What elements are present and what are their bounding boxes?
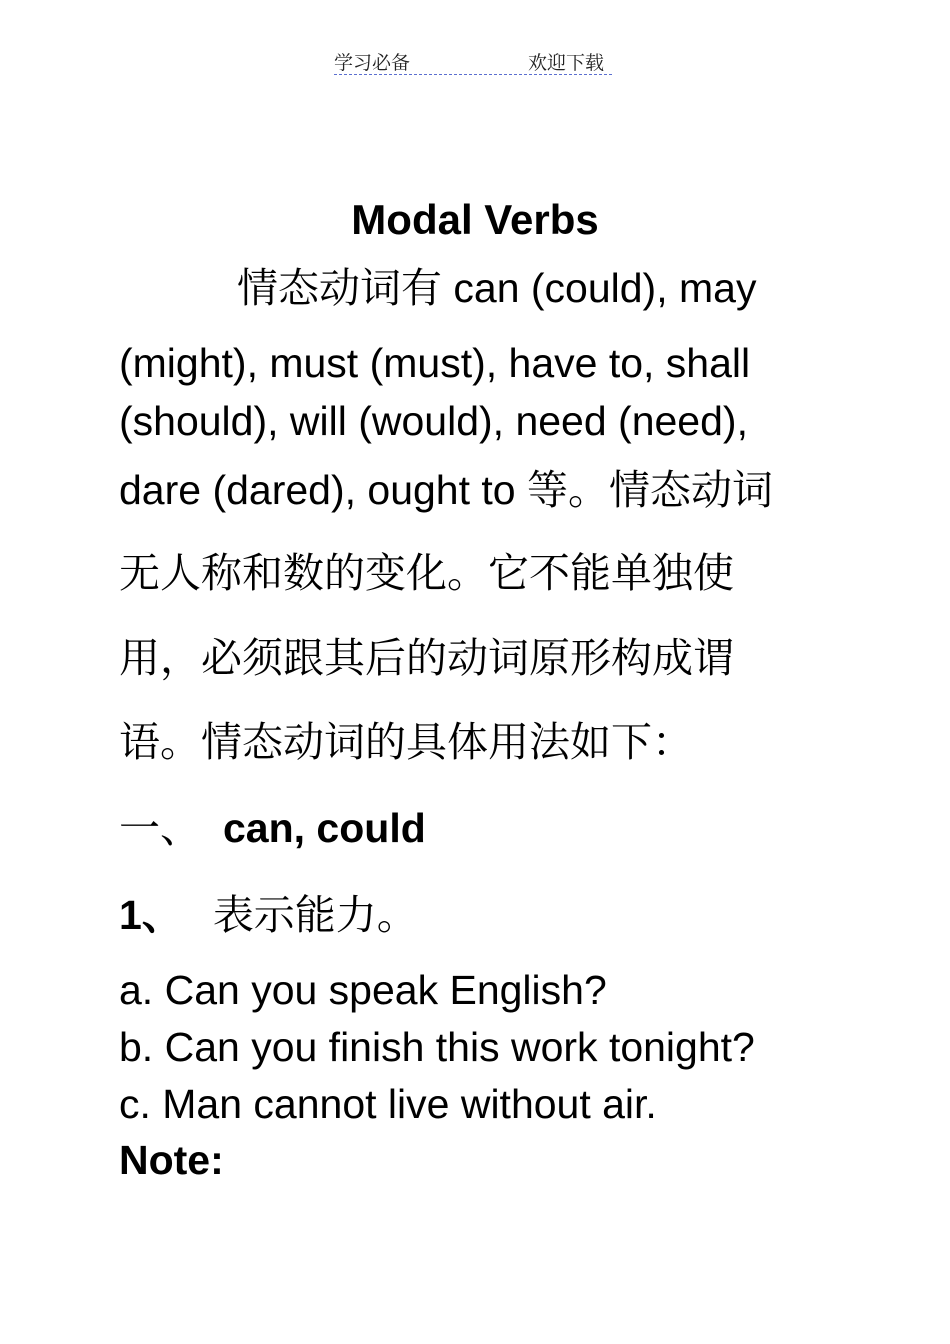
intro-line-1-text: 情态动词有 can (could), may <box>237 265 757 311</box>
section-heading-text: can, could <box>223 805 426 851</box>
header-left-text: 学习必备 <box>334 52 411 74</box>
intro-line-2: (might), must (must), have to, shall <box>119 340 751 386</box>
subsection-text: 表示能力。 <box>212 891 418 939</box>
example-c: c. Man cannot live without air. <box>119 1081 657 1127</box>
intro-line-5: 无人称和数的变化。它不能单独使 <box>119 549 734 597</box>
section-heading <box>119 804 426 852</box>
example-b: b. Can you finish this work tonight? <box>119 1024 755 1070</box>
intro-line-1 <box>119 265 757 311</box>
intro-line-4: dare (dared), ought to 等。情态动词 <box>119 467 773 513</box>
header-right-text: 欢迎下载 <box>528 52 605 74</box>
subsection-number: 1、 <box>119 892 183 938</box>
intro-line-3: (should), will (would), need (need), <box>119 398 748 444</box>
page-header <box>334 46 612 75</box>
example-a: a. Can you speak English? <box>119 967 607 1013</box>
note-label: Note: <box>119 1137 224 1183</box>
subsection-heading <box>119 891 418 939</box>
document-title: Modal Verbs <box>351 196 599 243</box>
intro-line-7: 语。情态动词的具体用法如下： <box>119 718 693 766</box>
intro-line-6: 用，必须跟其后的动词原形构成谓 <box>119 634 734 682</box>
section-number: 一、 <box>119 804 201 852</box>
